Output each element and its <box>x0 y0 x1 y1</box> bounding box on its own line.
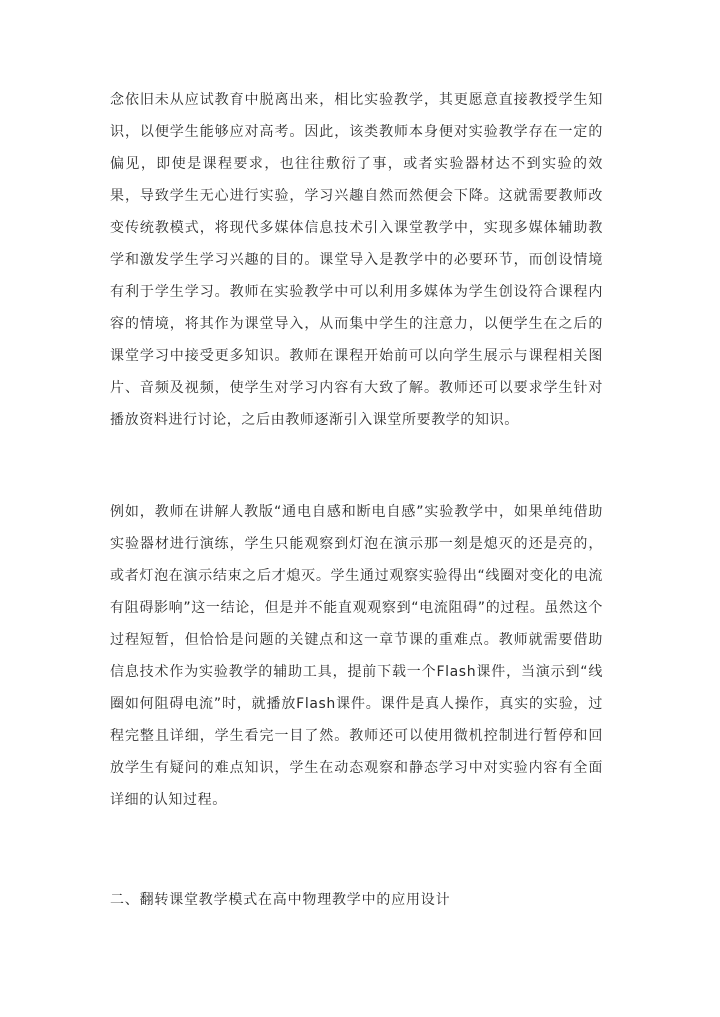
paragraph-multimedia-classroom: 念依旧未从应试教育中脱离出来，相比实验教学，其更愿意直接教授学生知识，以便学生能够应对高考。因此，该类教师本身便对实验教学存在一定的偏见，即使是课程要求，也往往敷衍了事，或者实验器材达不到实验的效果，导致学生无心进行实验，学习兴趣自然而然便会下降。这就需要教师改变传统教模式，将现代多媒体信息技术引入课堂教学中，实现多媒体辅助教学和激发学生学习兴趣的目的。课堂导入是教学中的必要环节，而创设情境有利于学生学习。教师在实验教学中可以利用多媒体为学生创设符合课程内容的情境，将其作为课堂导入，从而集中学生的注意力，以便学生在之后的课堂学习中接受更多知识。教师在课程开始前可以向学生展示与课程相关图片、音频及视频，使学生对学习内容有大致了解。教师还可以要求学生针对播放资料进行讨论，之后由教师逐渐引入课堂所要教学的知识。 <box>110 92 603 428</box>
section-heading: 二、翻转课堂教学模式在高中物理教学中的应用设计 <box>110 892 451 908</box>
paragraph-self-induction-example: 例如，教师在讲解人教版“通电自感和断电自感”实验教学中，如果单纯借助实验器材进行演练，学生只能观察到灯泡在演示那一刻是熄灭的还是亮的，或者灯泡在演示结束之后才熄灭。学生通过观察实验得出“线圈对变化的电流有阻碍影响”这一结论，但是并不能直观观察到“电流阻碍”的过程。虽然这个过程短暂，但恰恰是问题的关键点和这一章节课的重难点。教师就需要借助信息技术作为实验教学的辅助工具，提前下载一个Flash课件，当演示到“线圈如何阻碍电流”时，就播放Flash课件。课件是真人操作，真实的实验，过程完整且详细，学生看完一目了然。教师还可以使用微机控制进行暂停和回放学生有疑问的难点知识，学生在动态观察和静态学习中对实验内容有全面详细的认知过程。 <box>110 504 603 808</box>
